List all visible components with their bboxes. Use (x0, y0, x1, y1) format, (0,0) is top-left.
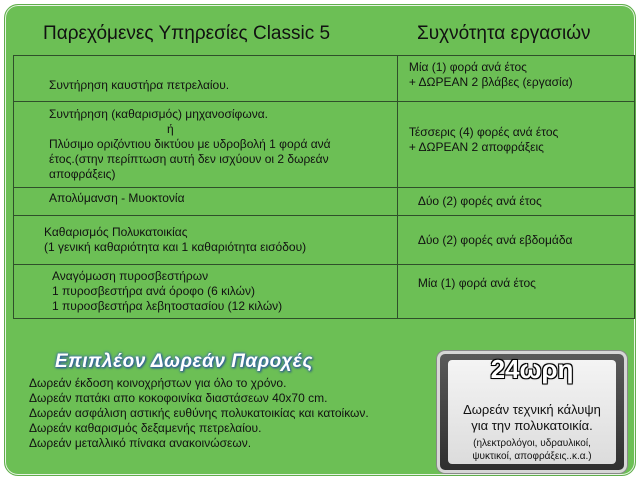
service-cell (14, 188, 398, 216)
service-line: Πλύσιμο οριζόντιου δικτύου με υδροβολή 1 φορά ανά (49, 137, 331, 151)
service-cell (14, 56, 398, 102)
frequency-cell (397, 56, 634, 102)
badge-line: Δωρεάν τεχνική κάλυψη (463, 402, 601, 417)
frequency-cell (397, 188, 634, 216)
table-row (14, 188, 635, 216)
frequency-line: Μία (1) φορά ανά έτος (408, 59, 527, 74)
service-line: Καθαρισμός Πολυκατοικίας (44, 225, 188, 239)
services-card (4, 4, 636, 476)
frequency-line: Δύο (2) φορές ανά έτος (417, 194, 542, 208)
frequency-cell (397, 102, 634, 188)
list-item: Δωρεάν πατάκι απο κοκοφοινίκα διαστάσεων 40x70 cm. (29, 391, 328, 405)
table-row (14, 56, 635, 102)
services-header: Παρεχόμενες Υπηρεσίες Classic 5 (43, 23, 331, 44)
frequency-cell (397, 216, 634, 265)
badge-line: ψυκτικοί, αποφράξεις..κ.α.) (472, 451, 592, 462)
badge-line: για την πολυκατοικία. (471, 418, 593, 433)
service-cell (14, 216, 398, 265)
service-cell (14, 102, 398, 188)
service-line: Απολύμανση - Μυοκτονία (49, 191, 185, 205)
service-line: Συντήρηση καυστήρα πετρελαίου. (49, 77, 230, 92)
frequency-line: Τέσσερις (4) φορές ανά έτος (408, 124, 559, 139)
table-row (14, 102, 635, 188)
extras-list (29, 376, 369, 451)
badge-title: 24ωρη (490, 354, 574, 384)
service-line: Αναγόμωση πυροσβεστήρων (52, 269, 209, 283)
table-row (14, 216, 635, 265)
frequency-line: + ΔΩΡΕΑΝ 2 αποφράξεις (408, 139, 544, 154)
list-item: Δωρεάν καθαρισμός δεξαμενής πετρελαίου. (29, 421, 262, 435)
frequency-header: Συχνότητα εργασιών (417, 23, 591, 44)
frequency-line: Μία (1) φορά ανά έτος (417, 275, 536, 290)
services-table (13, 55, 635, 319)
frequency-cell (397, 265, 634, 319)
service-line: 1 πυροσβεστήρα ανά όροφο (6 κιλών) (52, 284, 255, 298)
service-line: 1 πυροσβεστήρα λεβητοστασίου (12 κιλών) (52, 299, 283, 313)
support-badge (437, 351, 627, 473)
service-line-or: ή (167, 122, 174, 136)
frequency-line: + ΔΩΡΕΑΝ 2 βλάβες (εργασία) (408, 74, 573, 89)
frequency-line: Δύο (2) φορές ανά εβδομάδα (417, 232, 573, 247)
table-row (14, 265, 635, 319)
badge-panel (448, 354, 616, 464)
service-line: αποφράξεις) (49, 167, 116, 181)
service-cell (14, 265, 398, 319)
service-line: έτος.(στην περίπτωση αυτή δεν ισχύουν οι 2 δωρεάν (49, 152, 329, 166)
list-item: Δωρεάν ασφάλιση αστικής ευθύνης πολυκατοικίας και κατοίκων. (29, 406, 369, 420)
list-item: Δωρεάν μεταλλικό πίνακα ανακοινώσεων. (29, 436, 252, 450)
extras-title: Επιπλέον Δωρεάν Παροχές (55, 351, 313, 372)
badge-line: (ηλεκτρολόγοι, υδραυλικοί, (473, 438, 591, 449)
list-item: Δωρεάν έκδοση κοινοχρήστων για όλο το χρόνο. (29, 376, 287, 390)
service-line: (1 γενική καθαριότητα και 1 καθαριότητα εισόδου) (44, 240, 307, 254)
service-line: Συντήρηση (καθαρισμός) μηχανοσίφωνα. (49, 107, 268, 121)
